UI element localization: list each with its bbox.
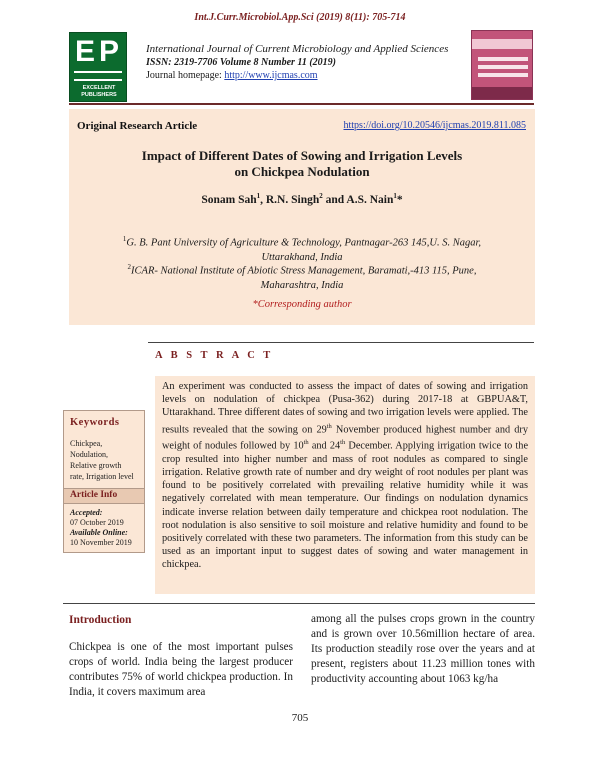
logo-letter-e: E <box>75 35 96 68</box>
publisher-logo <box>69 32 127 102</box>
online-date: 10 November 2019 <box>70 538 132 547</box>
article-info-heading: Article Info <box>70 490 118 500</box>
cover-line <box>478 73 528 77</box>
keyword-item: Nodulation, <box>70 450 108 459</box>
corresponding-author-note: *Corresponding author <box>252 299 352 310</box>
accepted-date: 07 October 2019 <box>70 518 124 527</box>
abstract-segment: and 24 <box>308 440 341 452</box>
affiliation-line: G. B. Pant University of Agriculture & Technology, Pantnagar-263 145,U. S. Nagar, <box>126 237 482 249</box>
homepage-link[interactable]: http://www.ijcmas.com <box>224 70 318 81</box>
header-divider <box>69 103 534 105</box>
ordinal-suffix: th <box>326 422 332 430</box>
author-name: Sonam Sah <box>201 193 257 206</box>
author-separator: and <box>322 193 347 206</box>
affiliation-line: Uttarakhand, India <box>261 251 343 263</box>
issn-volume-line: ISSN: 2319-7706 Volume 8 Number 11 (2019) <box>146 57 337 68</box>
abstract-segment: December. Applying irrigation twice to the crop resulted into higher number and mass of root nodules as compared to single irrigation. Relative growth rate of number and dry weight of root nodules per plant was found to be positively correlated with prevailing relative humidity while it was negatively correlated with mean temperature. Our findings on nodulation dynamics indicate inverse relation between daily temperature and chickpea root nodulation. The root nodulation is also sensitive to soil moisture and relative humidity and found to be positively correlated with these two parameters. The information from this study can be used as an important input to suggest dates of sowing and water management in chickpea. <box>162 440 529 571</box>
article-dates <box>70 508 144 548</box>
logo-caption <box>71 85 127 99</box>
author-name: A.S. Nain <box>346 193 394 206</box>
corresponding-mark: * <box>396 193 403 206</box>
keywords-heading: Keywords <box>70 417 120 428</box>
running-citation: Int.J.Curr.Microbiol.App.Sci (2019) 8(11): 705-714 <box>194 12 406 23</box>
cover-line <box>478 57 528 61</box>
page-number: 705 <box>291 712 309 724</box>
logo-text-excellent: EXCELLENT <box>82 85 116 91</box>
cover-footer-band <box>472 87 533 100</box>
online-label: Available Online: <box>70 528 128 537</box>
homepage-label: Journal homepage: <box>146 70 225 81</box>
cover-line <box>478 65 528 69</box>
affiliation-number: 2 <box>127 263 132 271</box>
accepted-label: Accepted: <box>70 508 103 517</box>
affiliation-number: 1 <box>122 235 127 243</box>
introduction-heading: Introduction <box>69 614 132 626</box>
abstract-text <box>162 380 528 572</box>
abstract-heading: A B S T R A C T <box>155 350 274 361</box>
cover-title-band <box>472 39 533 49</box>
front-matter-box <box>69 109 535 325</box>
article-type: Original Research Article <box>77 120 198 132</box>
affiliation-line: Maharashtra, India <box>260 279 344 291</box>
author-affiliation-mark: 2 <box>319 192 323 200</box>
title-line: on Chickpea Nodulation <box>234 164 370 179</box>
abstract-segment: An experiment was conducted to assess the impact of dates of sowing and irrigation levels on nodulation of chickpea (Pusa-362) during 2017-18 at GBPUA&T, Uttarakhand. Three different dates of sowing and two irrigation levels were applied. The results revealed that the sowing on 29 <box>162 381 528 436</box>
author-affiliation-mark: 1 <box>256 192 261 200</box>
article-title <box>69 148 535 180</box>
title-line: Impact of Different Dates of Sowing and Irrigation Levels <box>141 148 463 163</box>
keyword-item: Relative growth <box>70 461 122 470</box>
author-name: R.N. Singh <box>265 193 320 206</box>
journal-name: International Journal of Current Microbiology and Applied Sciences <box>146 43 449 55</box>
doi-link[interactable]: https://doi.org/10.20546/ijcmas.2019.811.085 <box>343 120 526 131</box>
abstract-bottom-divider <box>63 603 535 604</box>
author-list <box>69 192 535 206</box>
author-affiliation-mark: 1 <box>393 192 397 200</box>
affiliation-2 <box>69 260 535 293</box>
intro-left-column: Chickpea is one of the most important pulses crops of world. India being the largest producer contributes 75% of world chickpea production. In India, it covers maximum area <box>69 641 293 698</box>
keyword-item: Chickpea, <box>70 439 103 448</box>
article-sidebar <box>63 410 145 553</box>
intro-right-column: among all the pulses crops grown in the country and is grown over 10.56million hectare of area. Its production steadily rose over the years and at present, registers about 11.23 million tones with productivity accounting about 1063 kg/ha <box>311 613 535 685</box>
logo-text-publishers: PUBLISHERS <box>81 92 117 98</box>
abstract-segment: November produced highest number and dry weight of nodules followed by 10 <box>162 424 529 452</box>
logo-ornament <box>74 71 122 81</box>
logo-letter-p: P <box>99 35 120 68</box>
journal-cover-thumbnail <box>471 30 533 100</box>
keywords-list <box>70 438 144 482</box>
ordinal-suffix: th <box>303 439 309 447</box>
journal-homepage <box>146 70 318 81</box>
affiliation-line: ICAR- National Institute of Abiotic Stress Management, Baramati,-413 115, Pune, <box>131 265 477 277</box>
ordinal-suffix: th <box>340 439 346 447</box>
abstract-divider <box>148 342 534 343</box>
author-separator: , <box>260 193 266 206</box>
keyword-item: rate, Irrigation level <box>70 472 134 481</box>
